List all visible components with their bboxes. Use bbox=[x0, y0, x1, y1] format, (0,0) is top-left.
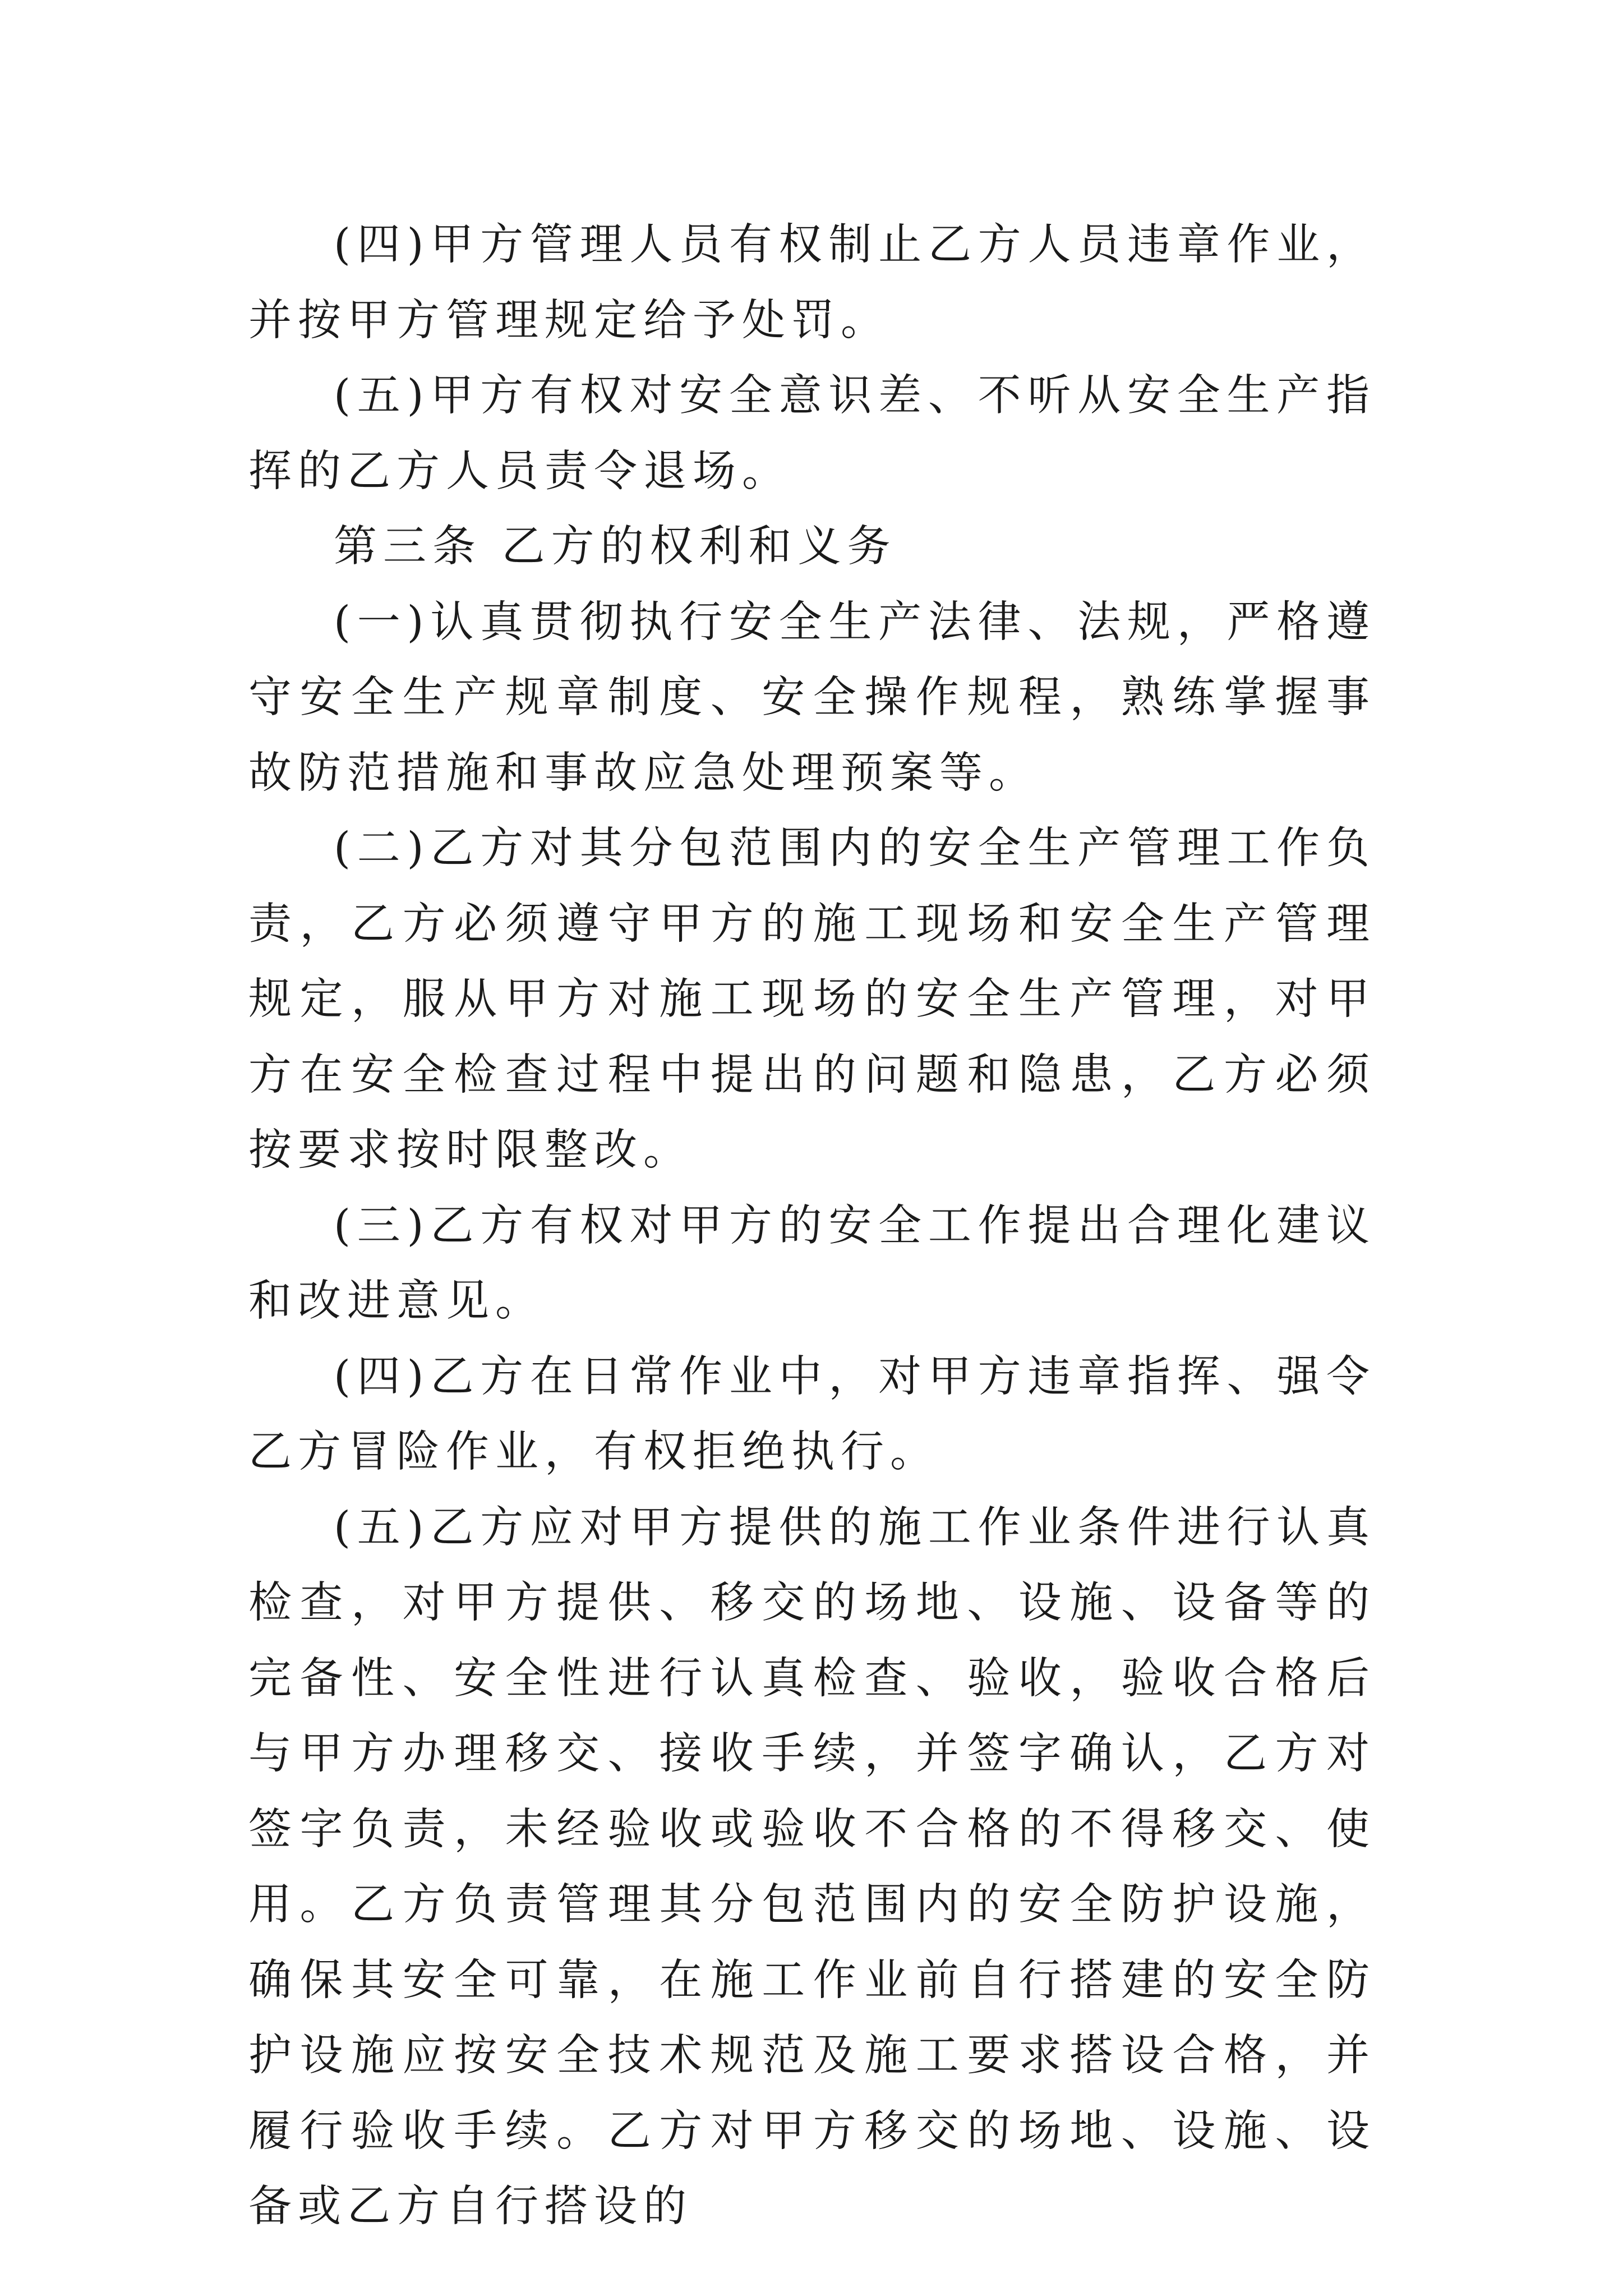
paragraph-party-b-item-2: (二)乙方对其分包范围内的安全生产管理工作负责，乙方必须遵守甲方的施工现场和安全生产管理规定，服从甲方对施工现场的安全生产管理，对甲方在安全检查过程中提出的问题和隐患，乙方必须按要求按时限整改。 bbox=[248, 823, 1376, 1175]
paragraph-party-b-item-5: (五)乙方应对甲方提供的施工作业条件进行认真检查，对甲方提供、移交的场地、设施、设备等的完备性、安全性进行认真检查、验收，验收合格后与甲方办理移交、接收手续，并签字确认，乙方对签字负责，未经验收或验收不合格的不得移交、使用。乙方负责管理其分包范围内的安全防护设施，确保其安全可靠，在施工作业前自行搭建的安全防护设施应按安全技术规范及施工要求搭设合格，并履行验收手续。乙方对甲方移交的场地、设施、设备或乙方自行搭设的 bbox=[248, 1502, 1376, 2231]
paragraph-party-a-order-exit: (五)甲方有权对安全意识差、不听从安全生产指挥的乙方人员责令退场。 bbox=[248, 371, 1376, 496]
section-heading-article-3: 第三条 乙方的权利和义务 bbox=[334, 522, 897, 572]
paragraph-party-b-item-4: (四)乙方在日常作业中，对甲方违章指挥、强令乙方冒险作业，有权拒绝执行。 bbox=[248, 1351, 1376, 1477]
paragraph-party-b-item-3: (三)乙方有权对甲方的安全工作提出合理化建议和改进意见。 bbox=[248, 1200, 1376, 1326]
paragraph-party-b-item-1: (一)认真贯彻执行安全生产法律、法规，严格遵守安全生产规章制度、安全操作规程，熟练掌握事故防范措施和事故应急处理预案等。 bbox=[248, 597, 1376, 798]
paragraph-party-a-stop-violations: (四)甲方管理人员有权制止乙方人员违章作业，并按甲方管理规定给予处罚。 bbox=[248, 220, 1376, 346]
document-body bbox=[248, 208, 1376, 2245]
